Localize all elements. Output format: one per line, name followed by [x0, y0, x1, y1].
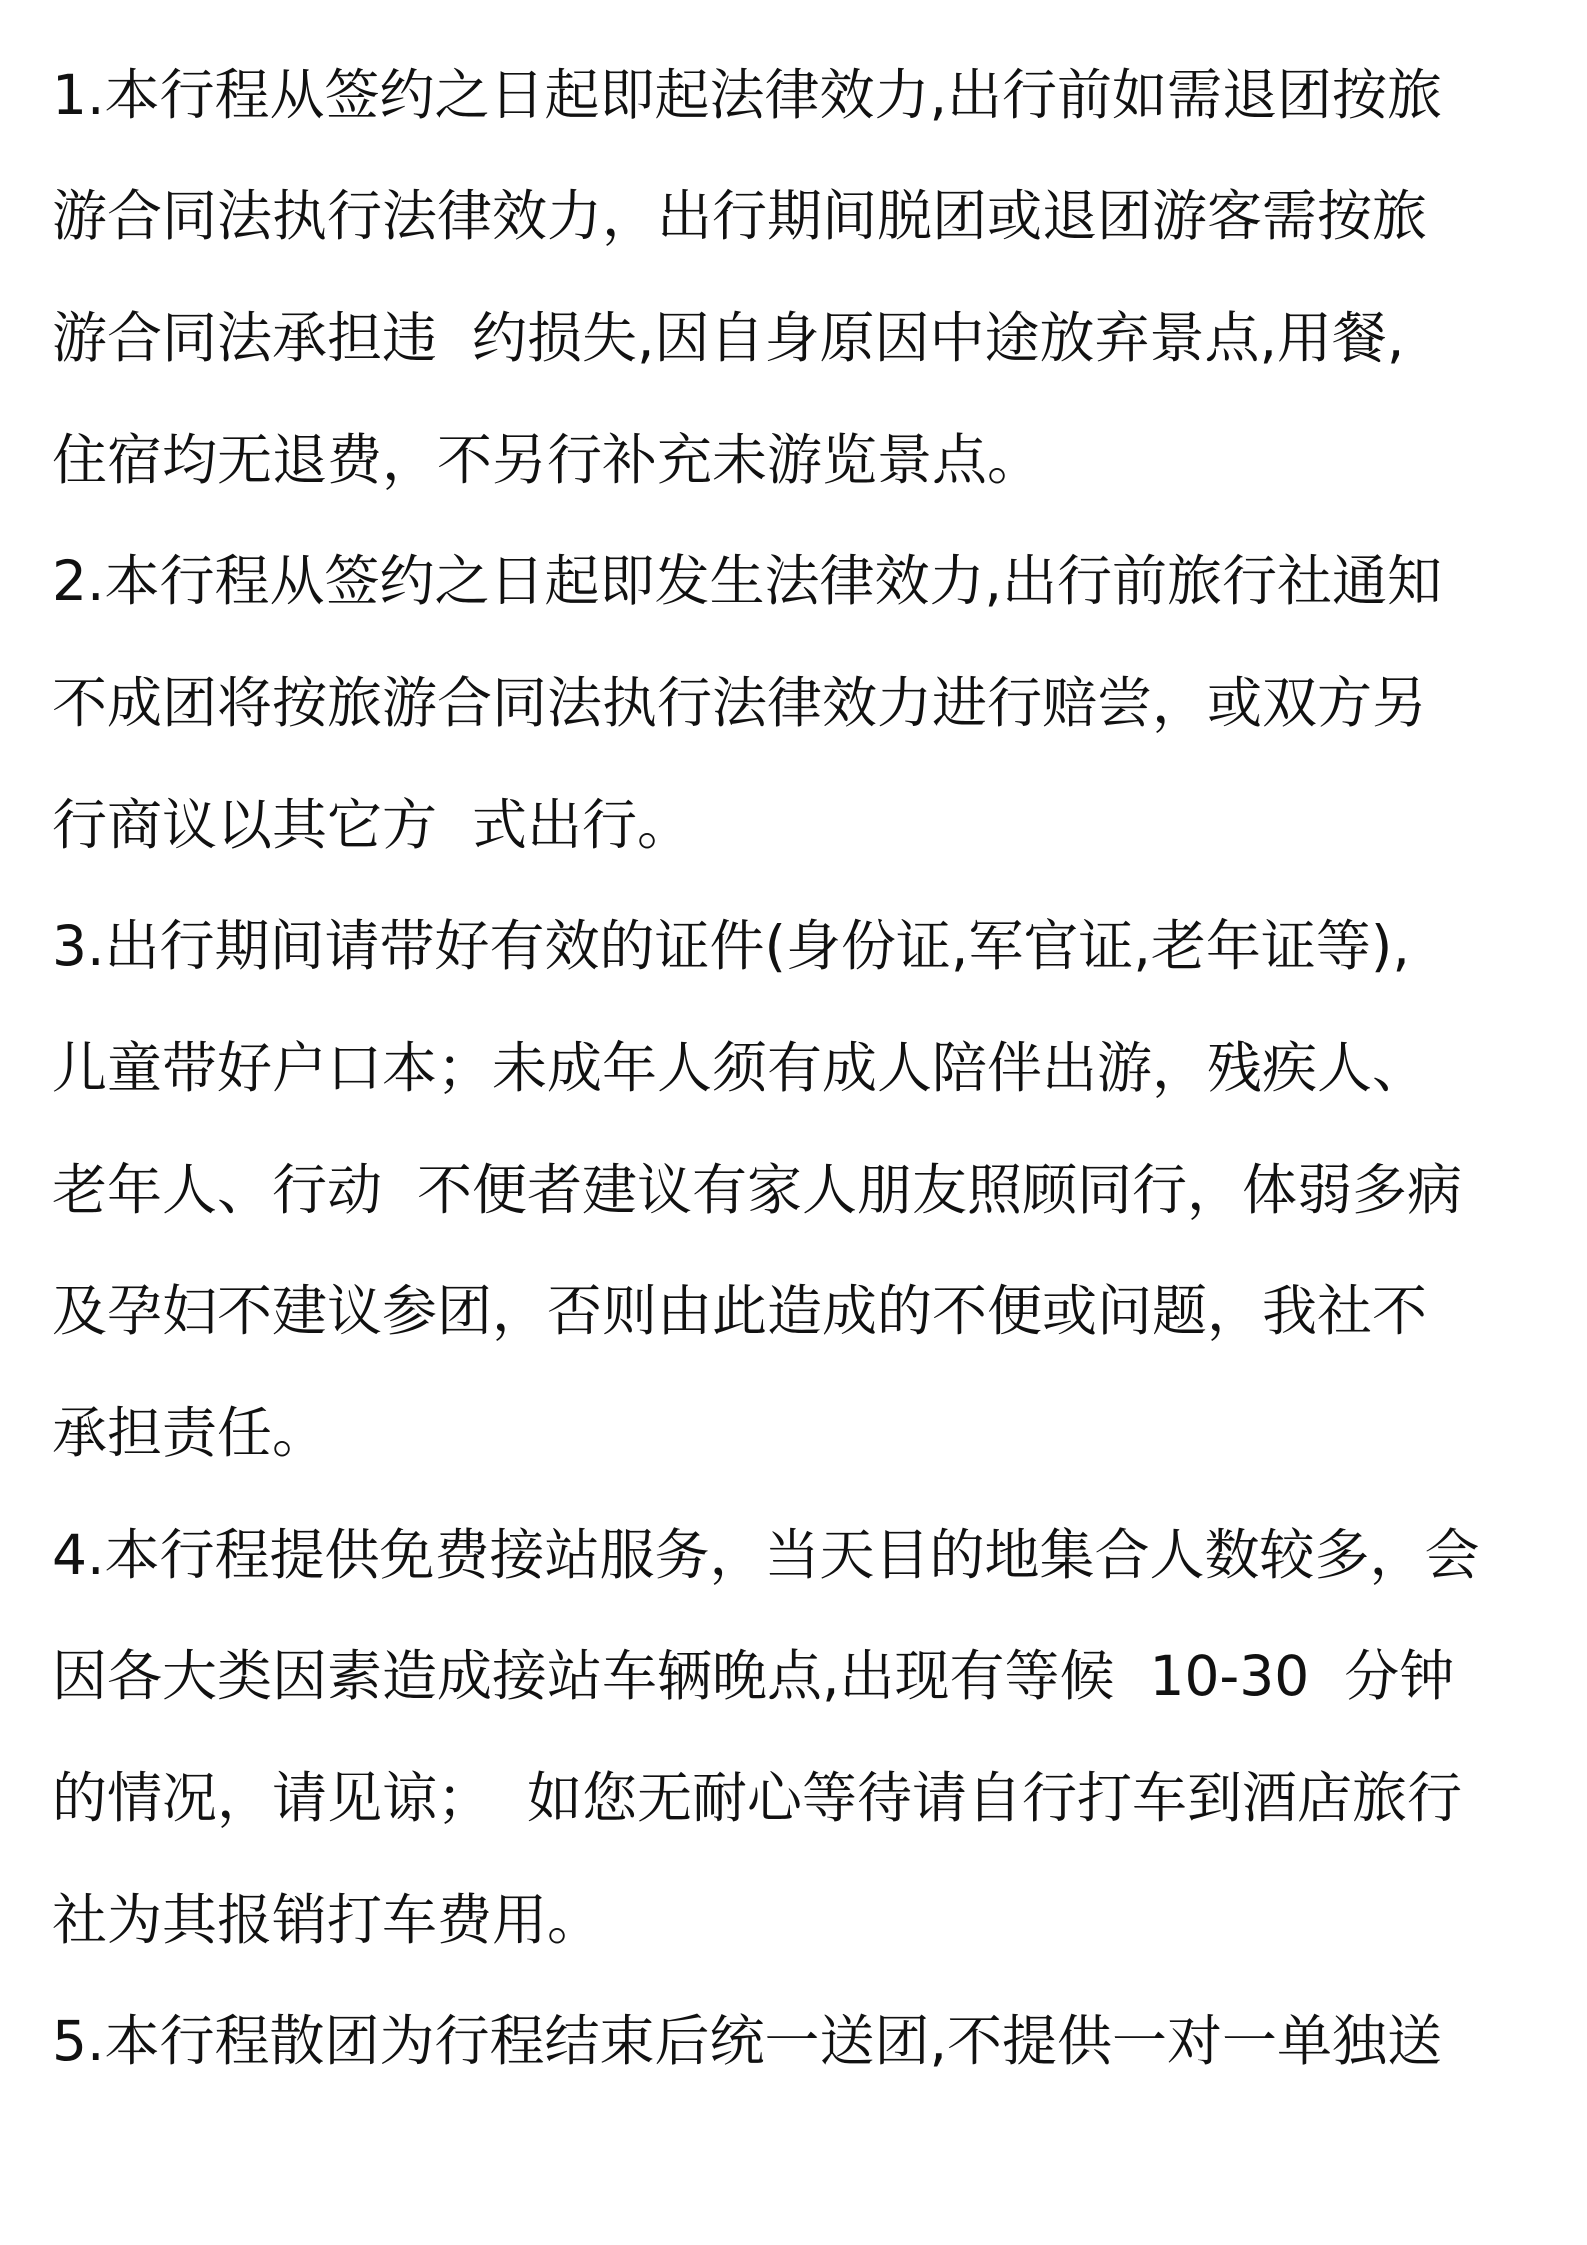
paragraph-line: 住宿均无退费，不另行补充未游览景点。 — [52, 428, 1043, 492]
paragraph-line: 不成团将按旅游合同法执行法律效力进行赔尝，或双方另 — [52, 671, 1428, 735]
paragraph-line: 社为其报销打车费用。 — [52, 1888, 603, 1952]
paragraph-line: 及孕妇不建议参团，否则由此造成的不便或问题，我社不 — [52, 1279, 1428, 1343]
paragraph-line: 4.本行程提供免费接站服务，当天目的地集合人数较多，会 — [52, 1523, 1480, 1587]
paragraph-line: 老年人、行动 不便者建议有家人朋友照顾同行，体弱多病 — [52, 1158, 1462, 1222]
paragraph-line: 3.出行期间请带好有效的证件(身份证,军官证,老年证等), — [52, 914, 1410, 978]
paragraph-line: 2.本行程从签约之日起即发生法律效力,出行前旅行社通知 — [52, 549, 1442, 613]
paragraph-line: 游合同法执行法律效力，出行期间脱团或退团游客需按旅 — [52, 184, 1428, 248]
paragraph-line: 行商议以其它方 式出行。 — [52, 793, 692, 857]
paragraph-line: 1.本行程从签约之日起即起法律效力,出行前如需退团按旅 — [52, 63, 1442, 127]
paragraph-line: 承担责任。 — [52, 1401, 328, 1465]
paragraph-line: 因各大类因素造成接站车辆晚点,出现有等候 10-30 分钟 — [52, 1644, 1455, 1708]
paragraph-line: 5.本行程散团为行程结束后统一送团,不提供一对一单独送 — [52, 2009, 1442, 2073]
paragraph-line: 儿童带好户口本；未成年人须有成人陪伴出游，残疾人、 — [52, 1036, 1428, 1100]
paragraph-line: 的情况，请见谅； 如您无耐心等待请自行打车到酒店旅行 — [52, 1766, 1462, 1830]
paragraph-line: 游合同法承担违 约损失,因自身原因中途放弃景点,用餐, — [52, 306, 1405, 370]
